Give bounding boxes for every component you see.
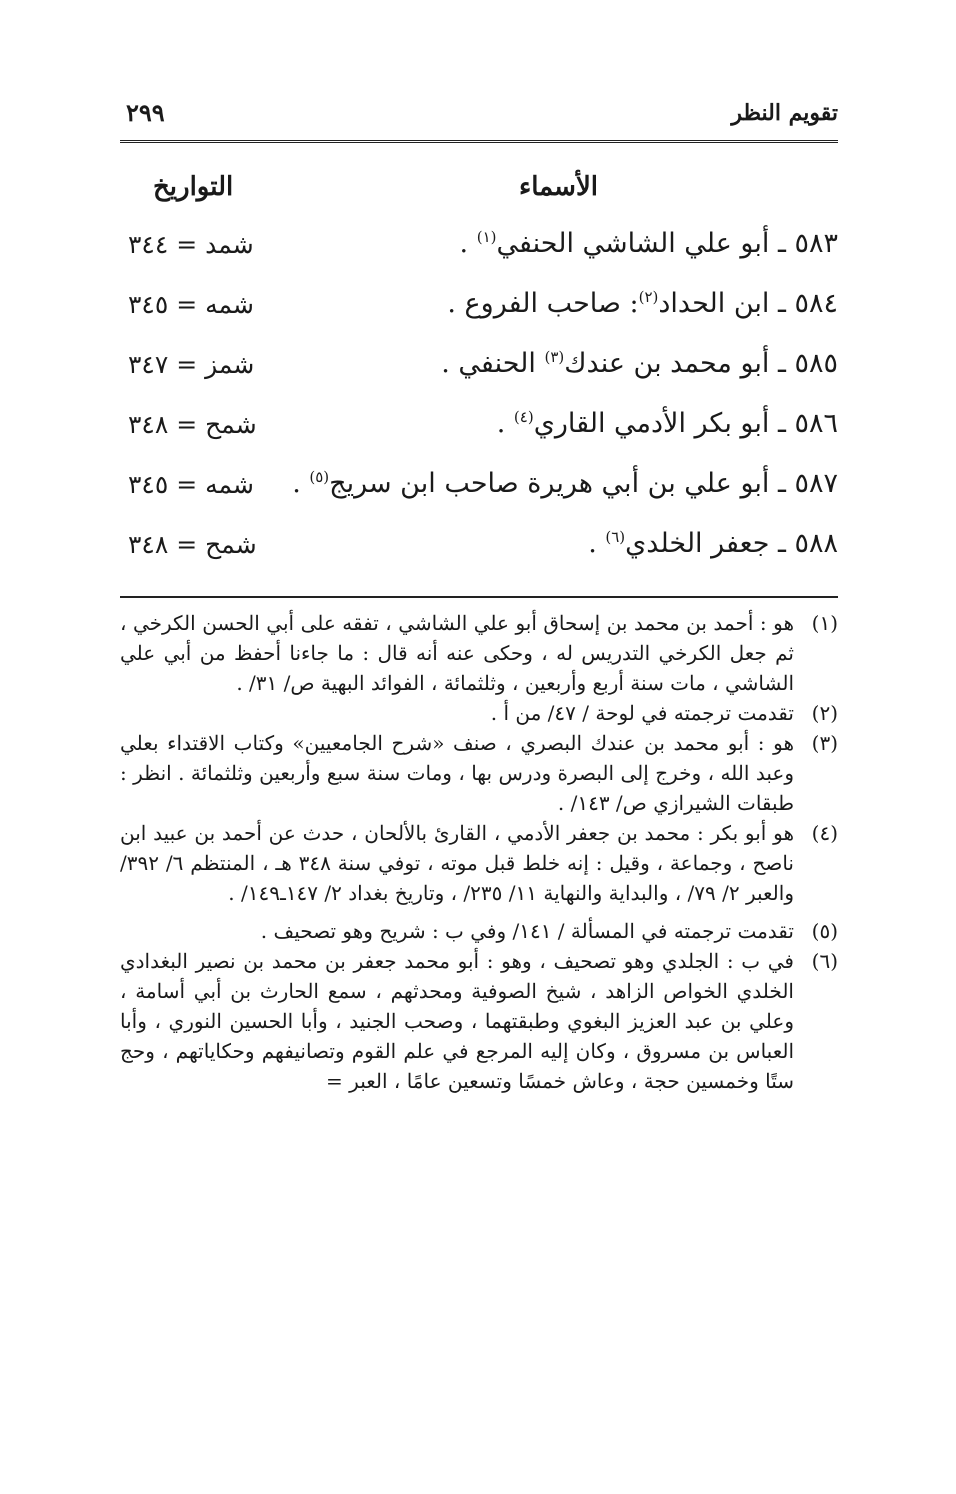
entry-row (120, 348, 838, 408)
entry-date: شمح = ٣٤٨ (128, 410, 257, 439)
entry-date: شمه = ٣٤٥ (128, 290, 254, 319)
footnote-text: هو : أبو محمد بن عندك البصري ، صنف «شرح الجامعيين» وكتاب الاقتداء بعلي وعبد الله ، وخرج إلى البصرة ودرس بها ، ومات سنة سبع وأربعين وثلثمائة . انظر : طبقات الشيرازي ص/ ١٤٣/ . (120, 731, 794, 815)
footnote-marker: (٥) (309, 468, 330, 486)
entry-date: شمه = ٣٤٥ (128, 470, 254, 499)
entry-name: ٥٨٥ ـ أبو محمد بن عندك$^{(٣)}$ الحنفي . (441, 348, 838, 379)
entry-row (120, 528, 838, 588)
entry-date: شمز = ٣٤٧ (128, 350, 255, 379)
footnote-marker: (٤) (513, 408, 534, 426)
header-rule (120, 140, 838, 146)
entry-row (120, 468, 838, 528)
footnote (120, 728, 838, 818)
entry-name: ٥٨٧ ـ أبو علي بن أبي هريرة صاحب ابن سريج$^{(٥)}$ . (292, 468, 838, 499)
entry-row (120, 408, 838, 468)
footnote-rule (120, 596, 838, 598)
entry-date: شمد = ٣٤٤ (128, 230, 254, 259)
footnote-number: (٢) (811, 701, 838, 725)
entry-row (120, 288, 838, 348)
running-title: تقويم النظر (731, 100, 838, 126)
footnote-marker: (٢) (638, 288, 659, 306)
page-header (120, 96, 838, 130)
footnote-text: تقدمت ترجمته في المسألة / ١٤١/ وفي ب : شريح وهو تصحيف . (260, 919, 794, 943)
footnote-marker: (٦) (605, 528, 626, 546)
footnote (120, 698, 838, 728)
entry-row (120, 228, 838, 288)
footnote-number: (١) (811, 611, 838, 635)
entry-date: شمح = ٣٤٨ (128, 530, 257, 559)
footnote-number: (٣) (811, 731, 838, 755)
page-number: ٢٩٩ (126, 98, 165, 127)
footnotes (120, 608, 838, 1096)
footnote-marker: (١) (476, 228, 497, 246)
footnote (120, 608, 838, 698)
entry-name: ٥٨٨ ـ جعفر الخلدي$^{(٦)}$ . (588, 528, 838, 559)
footnote-number: (٤) (811, 821, 838, 845)
footnote-text: هو أبو بكر : محمد بن جعفر الأدمي ، القارئ بالألحان ، حدث عن أحمد بن عبيد ابن ناصح ، وجماعة ، وقيل : إنه خلط قبل موته ، توفي سنة ٣٤٨ هـ ، المنتظم ٦/ ٣٩٢/ والعبر ٢/ ٧٩/ ، والبداية والنهاية ١١/ ٢٣٥/ ، وتاريخ بغداد ٢/ ١٤٧ـ١٤٩/ . (120, 821, 794, 905)
footnote-text: هو : أحمد بن محمد بن إسحاق أبو علي الشاشي ، تفقه على أبي الحسن الكرخي ، ثم جعل الكرخي التدريس له ، وحكى عنه أنه قال : ما جاءنا أحفظ من أبي علي الشاشي ، مات سنة أربع وأربعين ، وثلثمائة ، الفوائد البهية ص/ ٣١/ . (120, 611, 794, 695)
entry-name: ٥٨٣ ـ أبو علي الشاشي الحنفي$^{(١)}$ . (459, 228, 838, 259)
footnote (120, 818, 838, 908)
footnote-text: تقدمت ترجمته في لوحة / ٤٧/ من أ . (490, 701, 794, 725)
entries-list (120, 228, 838, 588)
footnote-number: (٥) (811, 919, 838, 943)
footnote-marker: (٣) (544, 348, 565, 366)
footnote (120, 946, 838, 1096)
entry-name: ٥٨٤ ـ ابن الحداد$^{(٢)}$: صاحب الفروع . (447, 288, 838, 319)
footnote-text: في ب : الجلدي وهو تصحيف ، وهو : أبو محمد جعفر بن محمد بن نصير البغدادي الخلدي الخواص الزاهد ، شيخ الصوفية ومحدثهم ، سمع الحارث بن أبي أسامة ، وعلي بن عبد العزيز البغوي وطبقتهما ، وصحب الجنيد ، وأبا الحسين النوري ، وأبا العباس بن مسروق ، وكان إليه المرجع في علم القوم وتصانيفهم وحكاياتهم ، وحج ستًا وخمسين حجة ، وعاش خمسًا وتسعين عامًا ، العبر = (120, 949, 794, 1093)
names-column-heading: الأسماء (518, 172, 598, 202)
footnote-number: (٦) (811, 949, 838, 973)
dates-column-heading: التواريخ (153, 172, 234, 202)
entry-name: ٥٨٦ ـ أبو بكر الأدمي القاري$^{(٤)}$ . (496, 408, 838, 439)
footnote (120, 916, 838, 946)
